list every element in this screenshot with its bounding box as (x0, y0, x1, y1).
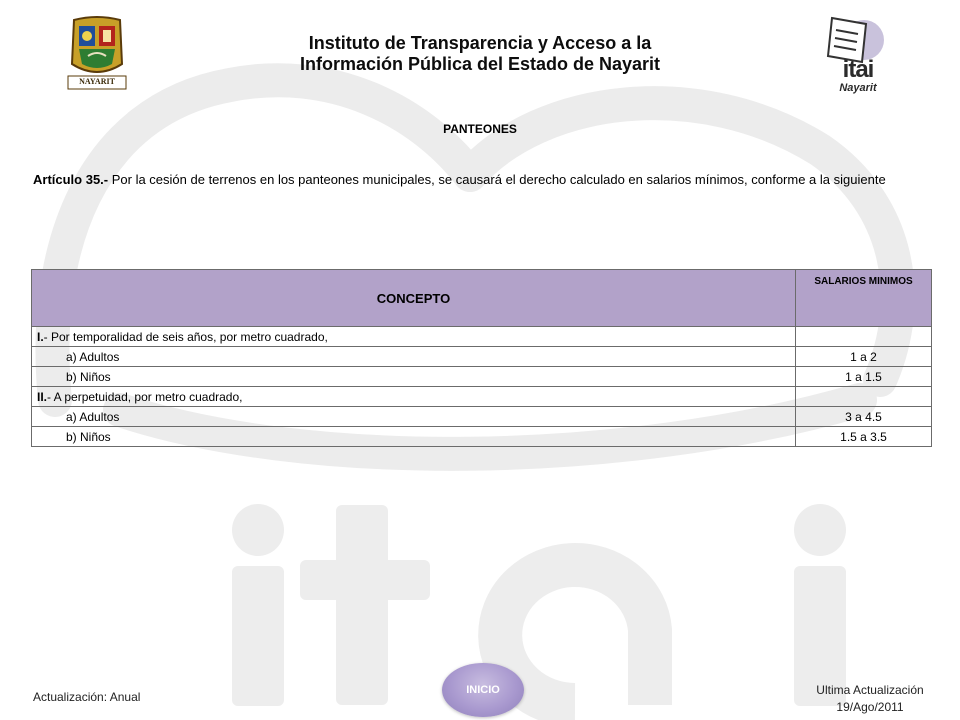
section-title: PANTEONES (443, 122, 517, 136)
row-value: 1 a 2 (796, 347, 932, 367)
title-line-1: Instituto de Transparencia y Acceso a la (308, 33, 652, 53)
title-line-2: Información Pública del Estado de Nayarit (299, 54, 661, 74)
inicio-button[interactable]: INICIO (442, 663, 524, 717)
row-concept: a) Adultos (32, 407, 796, 427)
row-concept: a) Adultos (32, 347, 796, 367)
nayarit-coat-of-arms-icon (64, 14, 130, 94)
column-header-concept: CONCEPTO (32, 270, 796, 327)
itai-logo-icon (822, 14, 894, 98)
row-number: I. (37, 329, 44, 344)
update-frequency: Actualización: Anual (33, 690, 141, 704)
row-concept (32, 387, 796, 407)
row-concept: b) Niños (32, 427, 796, 447)
row-concept-text: - Por temporalidad de seis años, por metro cuadrado, (43, 329, 328, 344)
table-row (32, 367, 932, 387)
row-value (796, 387, 932, 407)
row-value: 1.5 a 3.5 (796, 427, 932, 447)
tariff-table (31, 269, 932, 447)
row-value: 1 a 1.5 (796, 367, 932, 387)
row-concept: b) Niños (32, 367, 796, 387)
itai-logo-text: itai (842, 56, 874, 83)
table-row (32, 387, 932, 407)
table-row (32, 347, 932, 367)
article-label: Artículo 35.- (33, 172, 109, 187)
table-header-row (32, 270, 932, 327)
row-number: II. (37, 389, 48, 404)
table-row (32, 427, 932, 447)
last-update-date: 19/Ago/2011 (836, 700, 904, 714)
row-value (796, 327, 932, 347)
table-row (32, 407, 932, 427)
column-header-salarios: SALARIOS MINIMOS (796, 270, 932, 327)
table-row (32, 327, 932, 347)
last-update-label: Ultima Actualización (816, 683, 924, 697)
row-concept (32, 327, 796, 347)
itai-logo-subtext: Nayarit (839, 82, 877, 94)
article-text: Por la cesión de terrenos en los panteones municipales, se causará el derecho calculado en salarios mínimos, conforme a la siguiente (108, 172, 886, 187)
coat-label: NAYARIT (79, 77, 115, 86)
article-paragraph (33, 171, 928, 189)
row-concept-text: - A perpetuidad, por metro cuadrado, (47, 389, 243, 404)
row-value: 3 a 4.5 (796, 407, 932, 427)
page-title (190, 33, 770, 75)
